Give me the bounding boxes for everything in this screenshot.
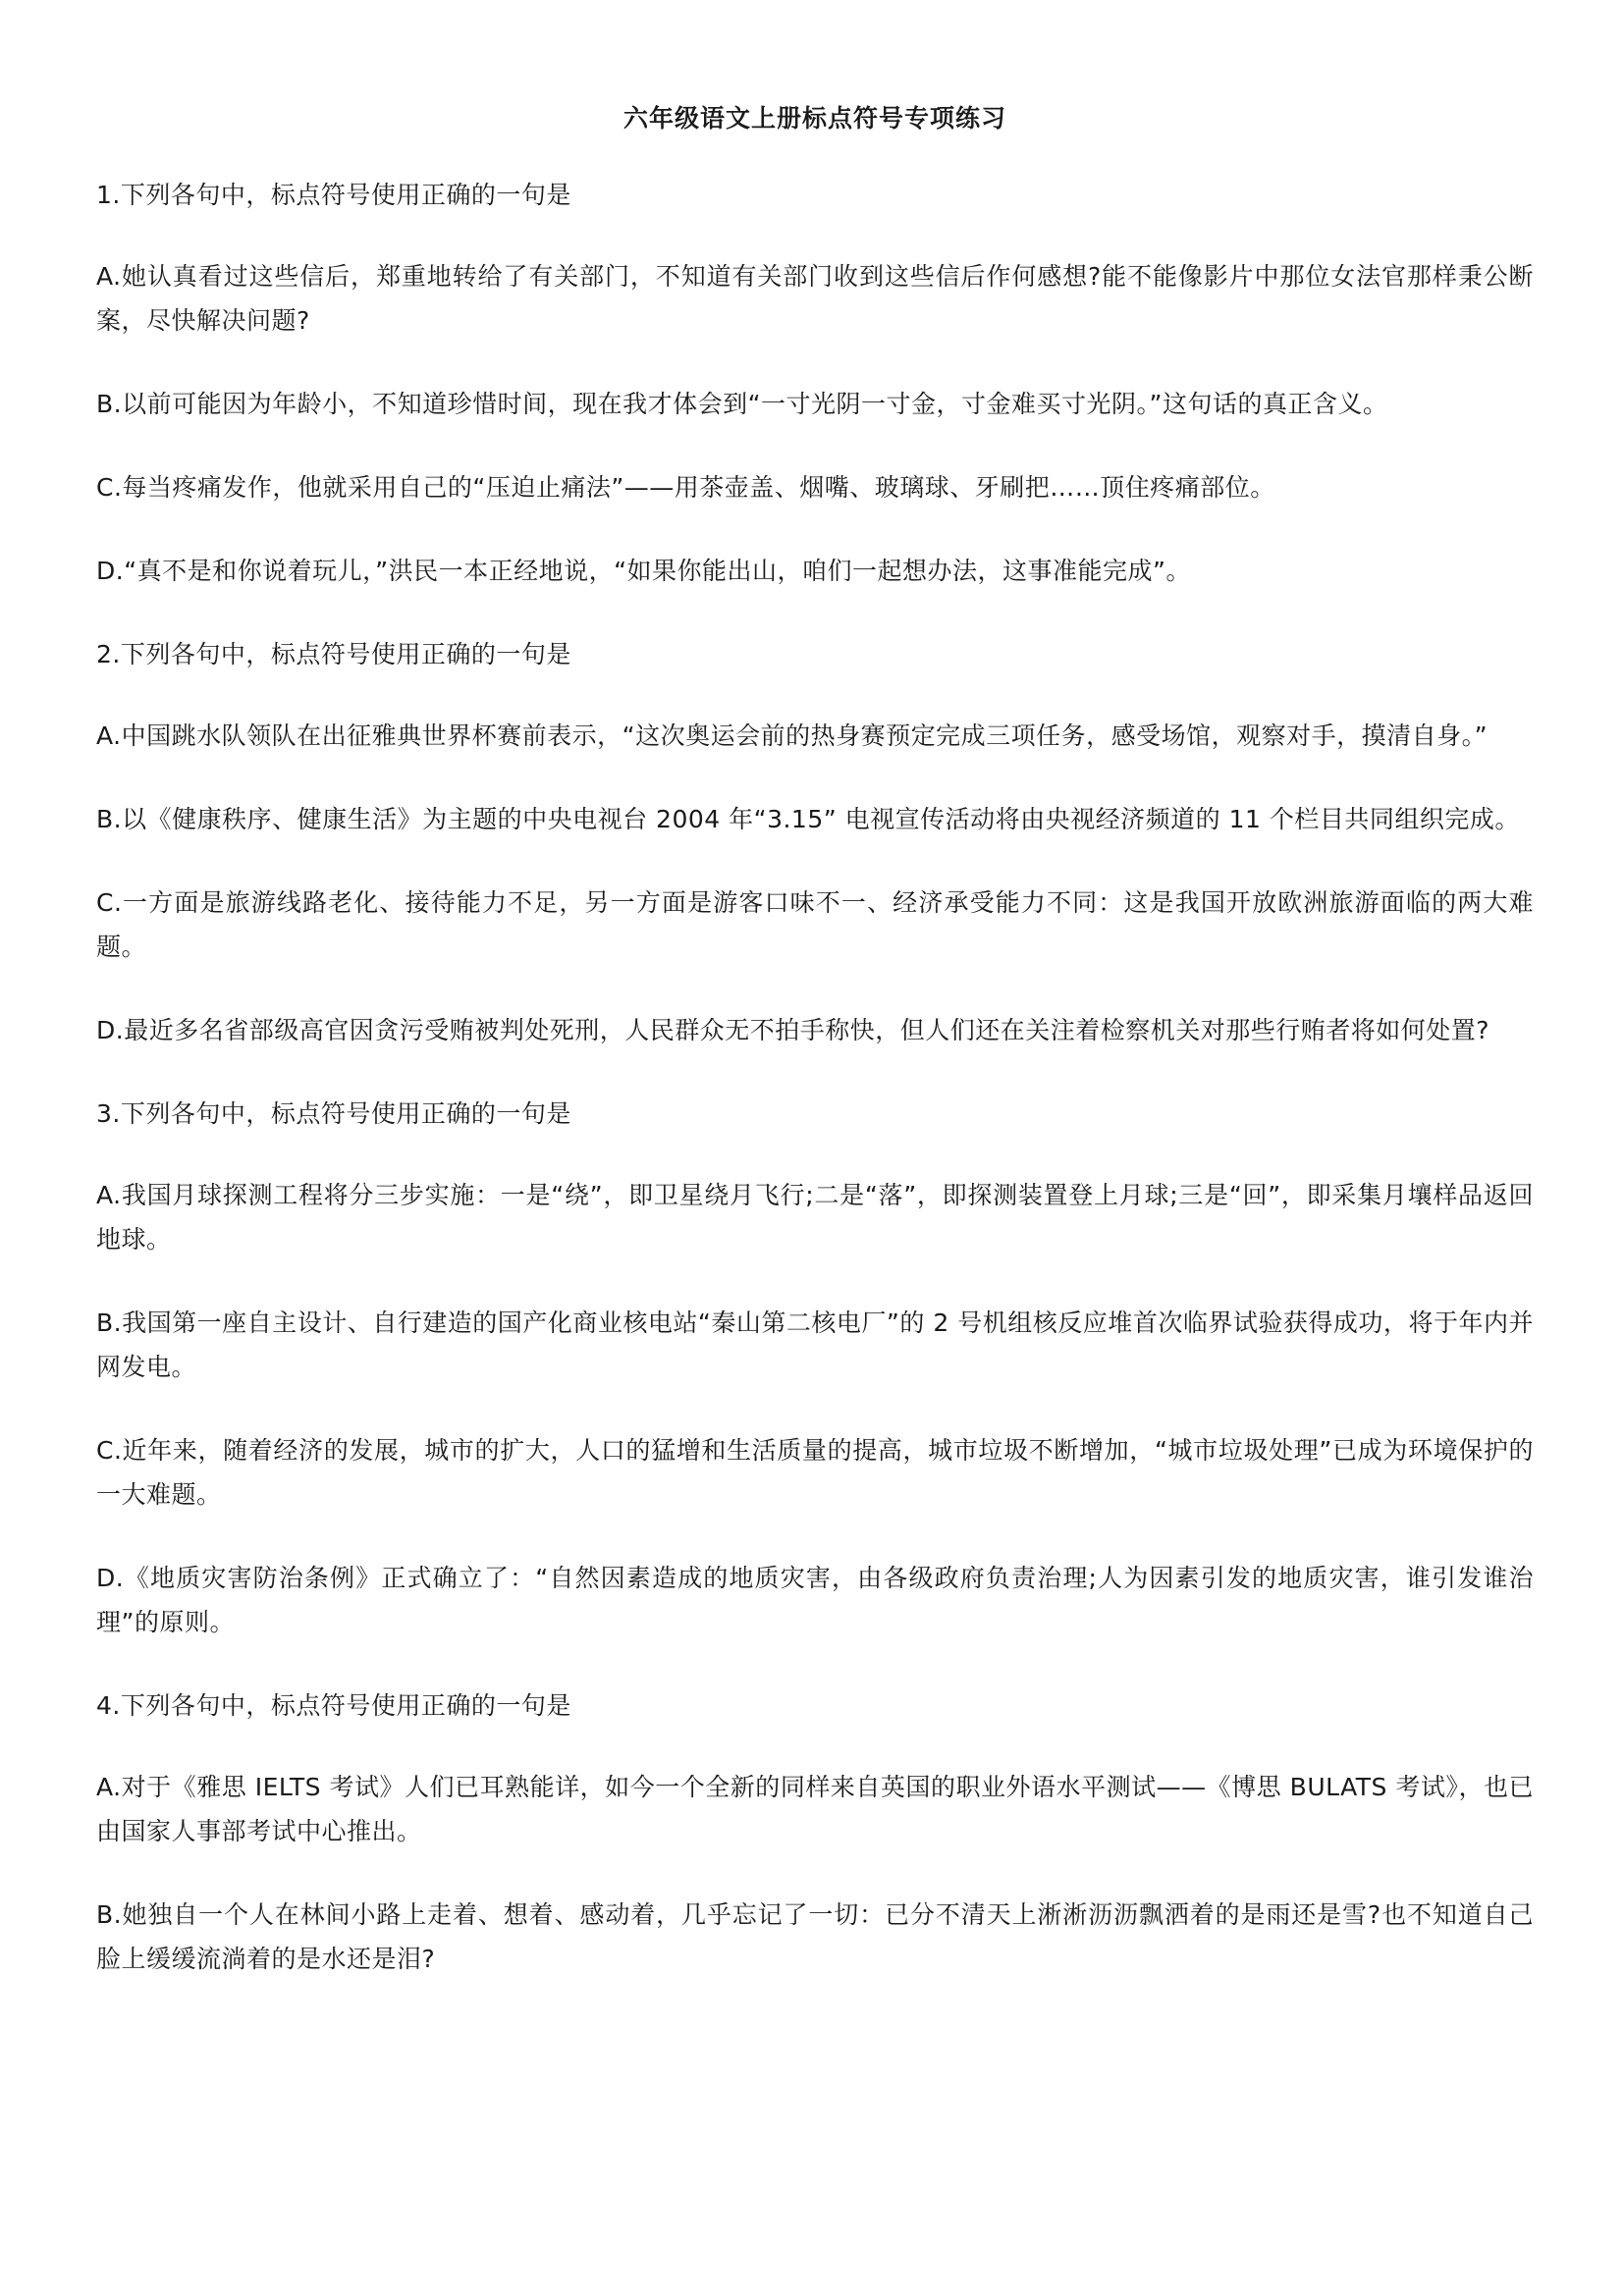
option-c: C.近年来，随着经济的发展，城市的扩大，人口的猛增和生活质量的提高，城市垃圾不断增加，“城市垃圾处理”已成为环境保护的一大难题。 [96, 1436, 1534, 1509]
question-4 [96, 1683, 1534, 1981]
option-c: C.每当疼痛发作，他就采用自己的“压迫止痛法”——用茶壶盖、烟嘴、玻璃球、牙刷把……顶住疼痛部位。 [96, 473, 1275, 502]
option-d: D.最近多名省部级高官因贪污受贿被判处死刑，人民群众无不拍手称快，但人们还在关注着检察机关对那些行贿者将如何处置? [96, 1016, 1489, 1044]
option-b: B.以前可能因为年龄小，不知道珍惜时间，现在我才体会到“一寸光阴一寸金，寸金难买寸光阴。”这句话的真正含义。 [96, 390, 1388, 418]
option-a: A.我国月球探测工程将分三步实施：一是“绕”，即卫星绕月飞行;二是“落”，即探测装置登上月球;三是“回”，即采集月壤样品返回地球。 [96, 1181, 1534, 1254]
option-c: C.一方面是旅游线路老化、接待能力不足，另一方面是游客口味不一、经济承受能力不同：这是我国开放欧洲旅游面临的两大难题。 [96, 888, 1534, 961]
option-a: A.她认真看过这些信后，郑重地转给了有关部门，不知道有关部门收到这些信后作何感想?能不能像影片中那位女法官那样秉公断案，尽快解决问题? [96, 262, 1534, 335]
option-a: A.中国跳水队领队在出征雅典世界杯赛前表示，“这次奥运会前的热身赛预定完成三项任务，感受场馆，观察对手，摸清自身。” [96, 721, 1489, 750]
question-stem: 3.下列各句中，标点符号使用正确的一句是 [96, 1099, 571, 1128]
option-a: A.对于《雅思 IELTS 考试》人们已耳熟能详，如今一个全新的同样来自英国的职业外语水平测试——《博思 BULATS 考试》，也已由国家人事部考试中心推出。 [96, 1773, 1534, 1845]
option-d: D.《地质灾害防治条例》正式确立了：“自然因素造成的地质灾害，由各级政府负责治理;人为因素引发的地质灾害，谁引发谁治理”的原则。 [96, 1564, 1534, 1636]
page-title: 六年级语文上册标点符号专项练习 [623, 104, 1006, 133]
question-2 [96, 632, 1534, 1052]
question-3 [96, 1092, 1534, 1644]
option-b: B.她独自一个人在林间小路上走着、想着、感动着，几乎忘记了一切：已分不清天上淅淅沥沥飘洒着的是雨还是雪?也不知道自己脸上缓缓流淌着的是水还是泪? [96, 1900, 1534, 1973]
option-b: B.以《健康秩序、健康生活》为主题的中央电视台 2004 年“3.15” 电视宣传活动将由央视经济频道的 11 个栏目共同组织完成。 [96, 805, 1520, 833]
option-d: D.“真不是和你说着玩儿，”洪民一本正经地说，“如果你能出山，咱们一起想办法，这事准能完成”。 [96, 557, 1192, 585]
option-b: B.我国第一座自主设计、自行建造的国产化商业核电站“秦山第二核电厂”的 2 号机组核反应堆首次临界试验获得成功，将于年内并网发电。 [96, 1308, 1534, 1381]
question-1 [96, 173, 1534, 593]
question-stem: 2.下列各句中，标点符号使用正确的一句是 [96, 640, 571, 668]
question-stem: 4.下列各句中，标点符号使用正确的一句是 [96, 1691, 571, 1720]
question-stem: 1.下列各句中，标点符号使用正确的一句是 [96, 181, 571, 209]
